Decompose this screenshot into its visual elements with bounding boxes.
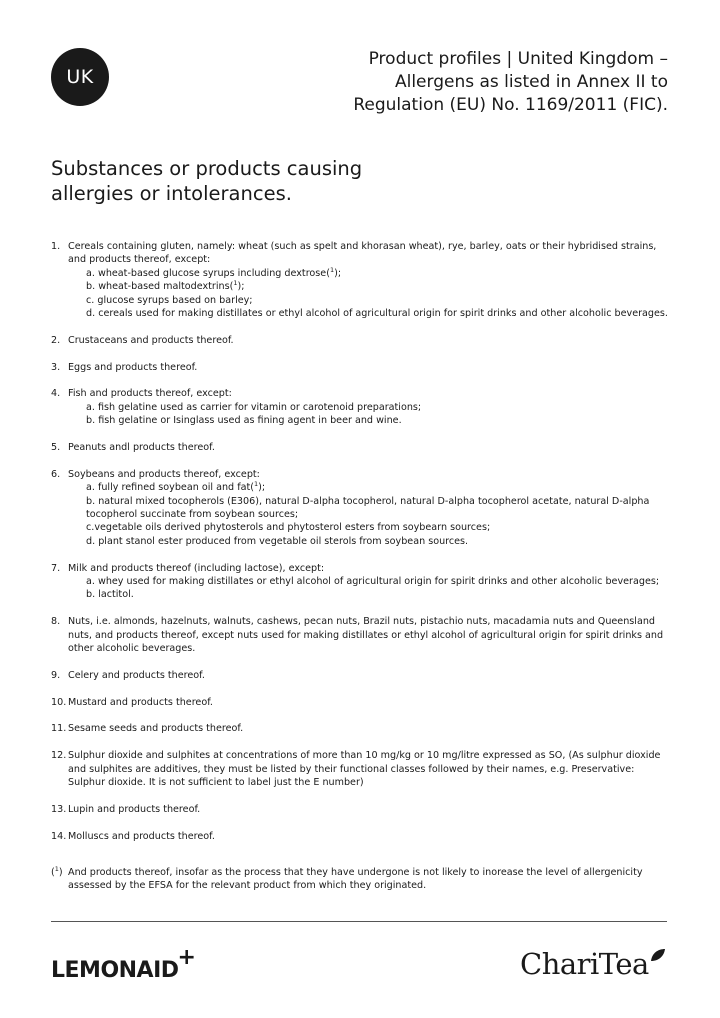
footnote xyxy=(51,866,671,893)
item-text: Molluscs and products thereof. xyxy=(68,830,215,842)
sub-item: a. wheat-based glucose syrups including dextrose($^1$); xyxy=(86,265,342,279)
item-text: Lupin and products thereof. xyxy=(68,803,201,815)
list-item xyxy=(51,441,671,454)
list-item xyxy=(51,361,671,374)
item-number: 5. xyxy=(51,442,61,454)
sub-item: b. lactitol. xyxy=(86,589,134,601)
header-title xyxy=(248,48,668,117)
country-badge xyxy=(51,48,109,106)
sub-item: c.vegetable oils derived phytosterols and phytosterol esters from soybearn sources; xyxy=(86,522,491,534)
item-text: Sesame seeds and products thereof. xyxy=(68,723,244,735)
sub-item: a. fully refined soybean oil and fat($^1$); xyxy=(86,480,266,494)
footnote-text: And products thereof, insofar as the process that they have undergone is not likely to inorease the level of allergenicity assessed by the EFSA for the relevant product from which they originated. xyxy=(68,867,643,892)
item-text: Soybeans and products thereof, except: xyxy=(68,468,260,480)
lemonaid-logo xyxy=(51,945,196,985)
item-number: 6. xyxy=(51,468,61,480)
sub-item: b. fish gelatine or Isinglass used as fining agent in beer and wine. xyxy=(86,415,402,427)
list-item xyxy=(51,749,671,789)
list-item xyxy=(51,830,671,843)
sub-item: d. plant stanol ester produced from vegetable oil sterols from soybean sources. xyxy=(86,535,469,547)
header-line-3: Regulation (EU) No. 1169/2011 (FIC). xyxy=(353,95,668,115)
lemonaid-wordmark: LEMONAID xyxy=(51,958,179,983)
list-item xyxy=(51,387,671,427)
leaf-icon xyxy=(650,948,666,962)
item-text: Milk and products thereof (including lactose), except: xyxy=(68,562,325,574)
sub-item: b. wheat-based maltodextrins($^1$); xyxy=(86,279,245,293)
item-text: Crustaceans and products thereof. xyxy=(68,334,234,346)
sub-item: b. natural mixed tocopherols (E306), natural D-alpha tocopherol, natural D-alpha tocopherol acetate, natural D-alpha tocopherol succinate from soybean sources; xyxy=(86,495,650,521)
item-number: 10. xyxy=(51,696,67,708)
item-text: Mustard and products thereof. xyxy=(68,696,213,708)
country-code: UK xyxy=(66,66,94,88)
item-text: Cereals containing gluten, namely: wheat (such as spelt and khorasan wheat), rye, barley, oats or their hybridised strains, and products thereof, except: xyxy=(68,241,657,266)
section-title-line-2: allergies or intolerances. xyxy=(51,182,292,205)
sub-item: a. whey used for making distillates or ethyl alcohol of agricultural origin for spirit drinks and other alcoholic beverages; xyxy=(86,576,660,588)
plus-icon: + xyxy=(177,945,196,970)
item-number: 14. xyxy=(51,830,67,842)
item-text: Peanuts andl products thereof. xyxy=(68,442,215,454)
item-text: Eggs and products thereof. xyxy=(68,361,198,373)
charitea-logo xyxy=(520,946,666,982)
charitea-wordmark: ChariTea xyxy=(520,947,649,981)
list-item xyxy=(51,615,671,655)
item-text: Celery and products thereof. xyxy=(68,669,205,681)
item-text: Sulphur dioxide and sulphites at concentrations of more than 10 mg/kg or 10 mg/litre expressed as SO, (As sulphur dioxide and sulphites are additives, they must be listed by their functional classes followed by their names, e.g. Preservative: Sulphur dioxide. It is not sufficient to label just the E number) xyxy=(68,750,661,789)
list-item xyxy=(51,696,671,709)
section-title xyxy=(51,156,362,206)
list-item xyxy=(51,240,671,320)
header-line-1: Product profiles | United Kingdom – xyxy=(368,49,668,69)
item-number: 2. xyxy=(51,334,61,346)
footer-divider xyxy=(51,921,667,922)
item-number: 4. xyxy=(51,388,61,400)
footnote-marker: ($^1$) xyxy=(51,864,63,878)
sub-item: c. glucose syrups based on barley; xyxy=(86,294,253,306)
list-item xyxy=(51,334,671,347)
header-line-2: Allergens as listed in Annex II to xyxy=(394,72,668,92)
item-number: 13. xyxy=(51,803,67,815)
item-number: 7. xyxy=(51,562,61,574)
list-item xyxy=(51,468,671,548)
list-item xyxy=(51,803,671,816)
allergen-list xyxy=(51,240,671,856)
sub-item: d. cereals used for making distillates or ethyl alcohol of agricultural origin for spirit drinks and other alcoholic beverages. xyxy=(86,308,668,320)
list-item xyxy=(51,669,671,682)
section-title-line-1: Substances or products causing xyxy=(51,157,363,180)
item-number: 9. xyxy=(51,669,61,681)
list-item xyxy=(51,722,671,735)
item-number: 1. xyxy=(51,241,61,252)
item-number: 11. xyxy=(51,723,67,735)
item-number: 12. xyxy=(51,750,67,762)
item-number: 3. xyxy=(51,361,61,373)
item-text: Fish and products thereof, except: xyxy=(68,388,232,400)
item-text: Nuts, i.e. almonds, hazelnuts, walnuts, cashews, pecan nuts, Brazil nuts, pistachio nuts, macadamia nuts and Queensland nuts, and products thereof, except nuts used for making distillates or ethyl alcohol of agricultural origin for spirit drinks and other alcoholic beverages. xyxy=(68,616,664,655)
list-item xyxy=(51,562,671,602)
item-number: 8. xyxy=(51,616,61,628)
sub-item: a. fish gelatine used as carrier for vitamin or carotenoid preparations; xyxy=(86,401,422,413)
